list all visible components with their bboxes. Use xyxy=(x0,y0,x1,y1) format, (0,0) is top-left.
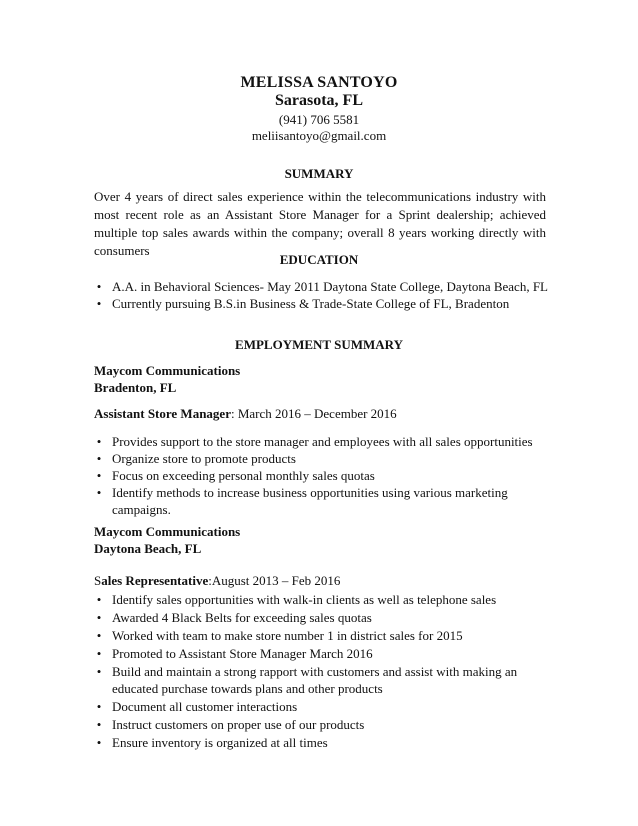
bullet-icon: • xyxy=(96,735,102,750)
job-dates: : March 2016 – December 2016 xyxy=(230,406,397,421)
list-item xyxy=(94,295,554,312)
job-location: Bradenton, FL xyxy=(94,380,177,395)
bullet-icon: • xyxy=(96,628,102,643)
bullet-icon: • xyxy=(96,279,102,294)
bullet-icon: • xyxy=(96,699,102,714)
list-item xyxy=(94,645,514,662)
bullet-icon: • xyxy=(96,610,102,625)
list-item xyxy=(94,698,514,715)
summary-heading: SUMMARY xyxy=(284,166,354,181)
candidate-email: meliisantoyo@gmail.com xyxy=(251,128,387,143)
list-item xyxy=(94,591,514,608)
candidate-name: MELISSA SANTOYO xyxy=(240,74,398,91)
bullet-icon: • xyxy=(96,485,102,500)
bullet-icon: • xyxy=(96,434,102,449)
job-title: Assistant Store Manager xyxy=(94,406,231,421)
duty-text: Instruct customers on proper use of our products xyxy=(112,717,365,732)
bullet-icon: • xyxy=(96,468,102,483)
bullet-icon: • xyxy=(96,592,102,607)
duty-text: Document all customer interactions xyxy=(112,699,298,714)
job-company: Maycom Communications xyxy=(94,524,241,539)
education-list xyxy=(94,278,554,312)
list-item xyxy=(94,484,512,518)
duty-text: Promoted to Assistant Store Manager March 2016 xyxy=(112,646,373,661)
education-item: Currently pursuing B.S.in Business & Trade-State College of FL, Bradenton xyxy=(112,296,510,311)
list-item xyxy=(94,716,514,733)
job-title-line xyxy=(94,406,397,422)
bullet-icon: • xyxy=(96,296,102,311)
job-dates: :August 2013 – Feb 2016 xyxy=(208,573,341,588)
duty-text: Organize store to promote products xyxy=(112,451,296,466)
bullet-icon: • xyxy=(96,451,102,466)
list-item xyxy=(94,450,514,467)
bullet-icon: • xyxy=(96,717,102,732)
duty-text: Provides support to the store manager and employees with all sales opportunities xyxy=(112,434,533,449)
list-item xyxy=(94,609,514,626)
list-item xyxy=(94,278,554,295)
duty-text: Identify sales opportunities with walk-in clients as well as telephone sales xyxy=(112,592,497,607)
list-item xyxy=(94,467,514,484)
duty-text: Identify methods to increase business opportunities using various marketing campaigns. xyxy=(112,485,508,517)
list-item xyxy=(94,627,514,644)
duty-text: Ensure inventory is organized at all times xyxy=(112,735,328,750)
candidate-location: Sarasota, FL xyxy=(275,92,363,109)
list-item xyxy=(94,433,533,450)
job-company: Maycom Communications xyxy=(94,363,241,378)
duty-text: Awarded 4 Black Belts for exceeding sales quotas xyxy=(112,610,372,625)
duty-text: Build and maintain a strong rapport with customers and assist with making an educated purchase towards plans and other products xyxy=(112,664,518,696)
list-item xyxy=(94,663,532,697)
list-item xyxy=(94,734,514,751)
bullet-icon: • xyxy=(96,646,102,661)
job-title-prefix: S xyxy=(94,573,102,588)
summary-text: Over 4 years of direct sales experience within the telecommunications industry with most recent role as an Assistant Store Manager for a Sprint dealership; achieved multiple top sales awards within the company; overall 8 years working directly with consumers xyxy=(94,189,546,258)
employment-heading: EMPLOYMENT SUMMARY xyxy=(235,337,403,352)
education-heading: EDUCATION xyxy=(279,252,359,267)
job-duties-list xyxy=(94,591,518,751)
job-title: ales Representative xyxy=(101,573,209,588)
bullet-icon: • xyxy=(96,664,102,679)
candidate-phone: (941) 706 5581 xyxy=(278,112,360,127)
education-item: A.A. in Behavioral Sciences- May 2011 Daytona State College, Daytona Beach, FL xyxy=(112,279,548,294)
job-duties-list xyxy=(94,433,533,518)
job-location: Daytona Beach, FL xyxy=(94,541,202,556)
duty-text: Worked with team to make store number 1 in district sales for 2015 xyxy=(112,628,463,643)
duty-text: Focus on exceeding personal monthly sales quotas xyxy=(112,468,375,483)
job-title-line xyxy=(94,573,340,589)
